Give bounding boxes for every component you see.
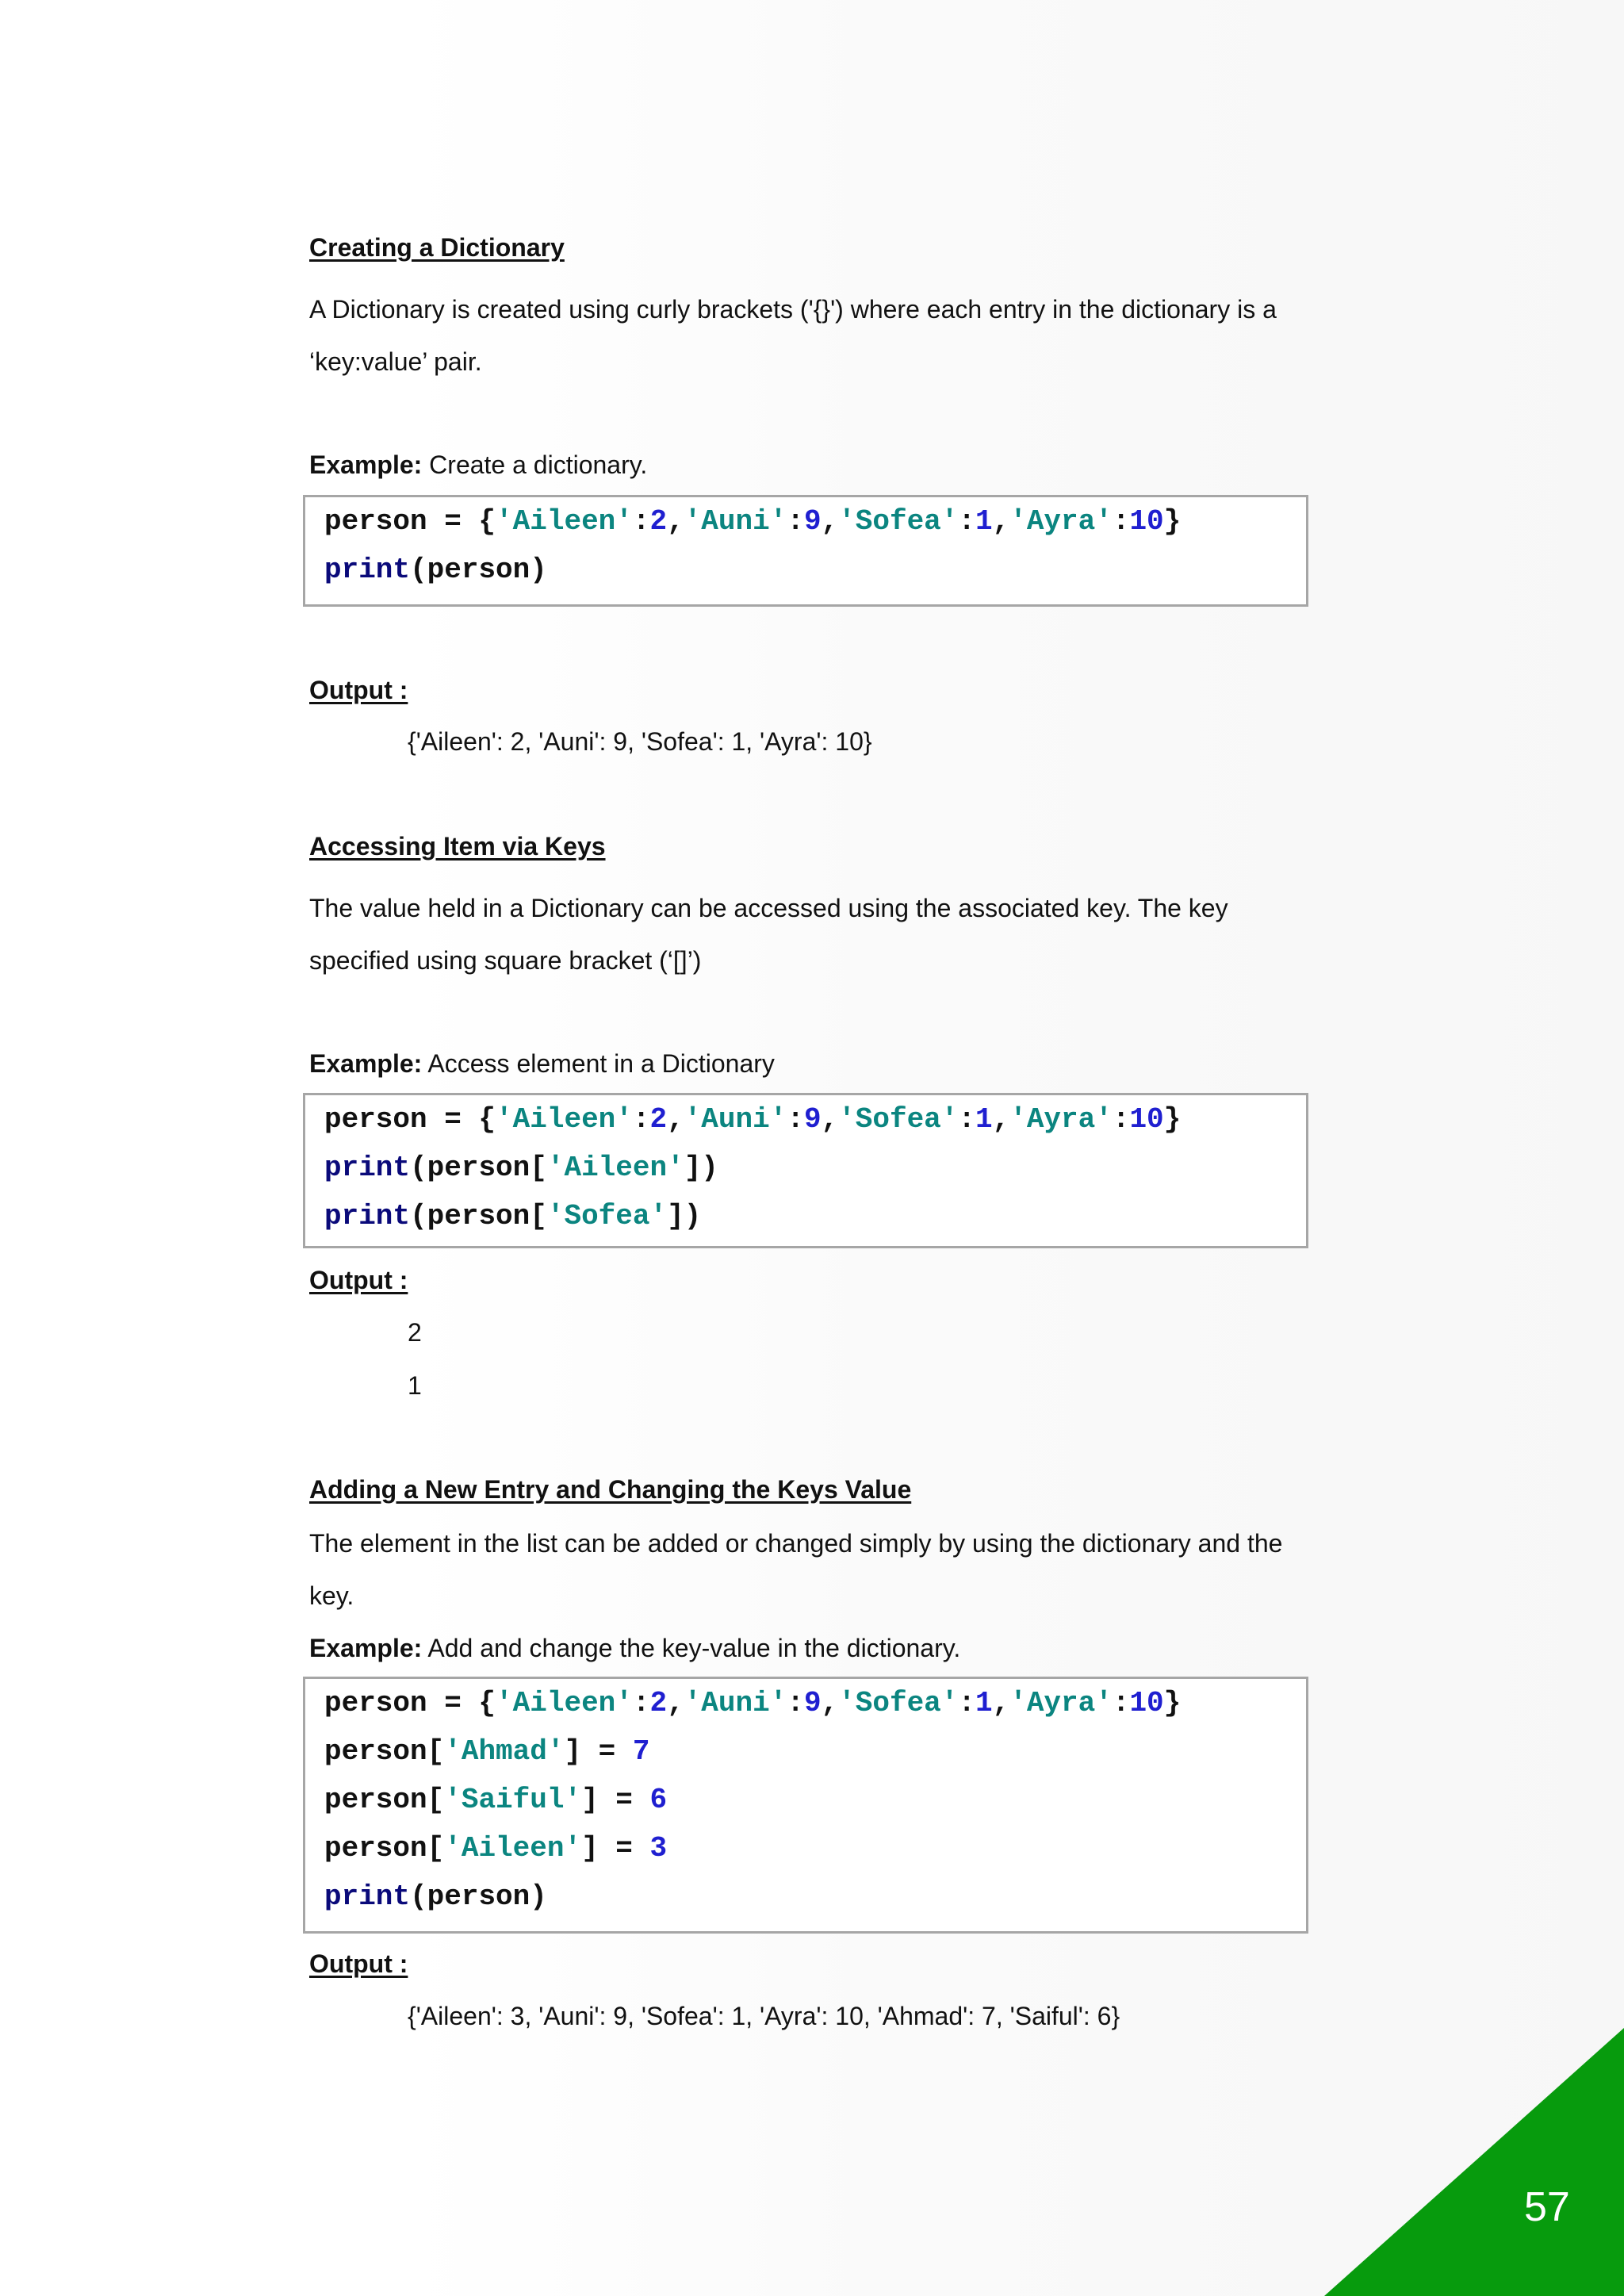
section-description: The element in the list can be added or changed simply by using the dictionary and the key. [309, 1529, 1283, 1610]
code-token: 'Ayra' [1009, 1687, 1113, 1719]
code-token: 10 [1129, 1103, 1164, 1136]
code-token: 'Aileen' [496, 1687, 633, 1719]
code-token: 3 [649, 1832, 668, 1865]
code-line [324, 505, 1181, 538]
code-token: 10 [1129, 505, 1164, 538]
code-token: , [821, 1103, 839, 1136]
code-block [303, 1677, 1308, 1934]
code-token: 'Sofea' [546, 1200, 668, 1232]
section-heading: Adding a New Entry and Changing the Keys Value [309, 1475, 912, 1504]
code-token: , [992, 1687, 1010, 1719]
example-label: Example: [309, 1634, 423, 1662]
code-token: 1 [975, 505, 993, 538]
code-token: : [787, 1687, 804, 1719]
code-token: 'Aileen' [496, 505, 633, 538]
code-token: person = { [324, 1687, 496, 1719]
code-token: print [324, 1880, 411, 1913]
code-token: ] = [581, 1784, 650, 1816]
code-token: : [787, 1103, 804, 1136]
example-line [309, 450, 647, 480]
example-label: Example: [309, 1049, 423, 1078]
output-line: 2 [408, 1318, 422, 1347]
example-line [309, 1049, 775, 1079]
section-heading: Creating a Dictionary [309, 233, 565, 262]
section-heading: Accessing Item via Keys [309, 832, 606, 861]
code-line [324, 1200, 701, 1232]
code-token: , [992, 1103, 1010, 1136]
code-block [303, 1093, 1308, 1248]
section-description: A Dictionary is created using curly brackets ('{}') where each entry in the dictionary is a ‘key:value’ pair. [309, 295, 1277, 376]
code-token: person = { [324, 505, 496, 538]
code-token: 'Auni' [684, 1687, 787, 1719]
code-token: 9 [803, 1103, 822, 1136]
code-token: 9 [803, 1687, 822, 1719]
code-token: person[ [324, 1735, 445, 1768]
output-line: {'Aileen': 3, 'Auni': 9, 'Sofea': 1, 'Ayra': 10, 'Ahmad': 7, 'Saiful': 6} [408, 2002, 1120, 2030]
code-line [324, 1735, 650, 1768]
code-token: 'Ayra' [1009, 1103, 1113, 1136]
example-text: Add and change the key-value in the dictionary. [422, 1634, 961, 1662]
code-token: : [958, 1687, 975, 1719]
code-token: person[ [324, 1832, 445, 1865]
code-line [324, 1687, 1181, 1719]
code-token: 10 [1129, 1687, 1164, 1719]
example-label: Example: [309, 450, 423, 479]
code-block [303, 495, 1308, 607]
code-token: 2 [649, 1687, 668, 1719]
code-token: ]) [667, 1200, 702, 1232]
page-number: 57 [1524, 2184, 1570, 2230]
code-token: } [1163, 1687, 1182, 1719]
output-label: Output : [309, 676, 408, 704]
code-token: ] = [581, 1832, 650, 1865]
code-line [324, 554, 547, 586]
output-line: 1 [408, 1371, 422, 1400]
code-token: : [958, 505, 975, 538]
code-line [324, 1103, 1181, 1136]
code-token: ]) [684, 1152, 718, 1184]
code-token: 'Auni' [684, 505, 787, 538]
code-token: 'Aileen' [496, 1103, 633, 1136]
code-token: 'Aileen' [444, 1832, 582, 1865]
code-token: , [821, 1687, 839, 1719]
code-token: 'Saiful' [444, 1784, 582, 1816]
code-token: (person[ [410, 1152, 547, 1184]
code-line [324, 1784, 667, 1816]
code-token: (person) [410, 554, 547, 586]
code-token: 'Sofea' [838, 1103, 959, 1136]
code-token: 'Ahmad' [444, 1735, 565, 1768]
code-token: 'Aileen' [546, 1152, 684, 1184]
code-token: 7 [632, 1735, 650, 1768]
code-token: (person[ [410, 1200, 547, 1232]
code-token: , [667, 1103, 684, 1136]
code-token: (person) [410, 1880, 547, 1913]
code-token: 2 [649, 505, 668, 538]
code-token: print [324, 1200, 411, 1232]
code-token: , [667, 1687, 684, 1719]
code-token: 'Sofea' [838, 1687, 959, 1719]
code-token: : [632, 1103, 650, 1136]
code-token: , [992, 505, 1010, 538]
code-token: : [787, 505, 804, 538]
code-token: 9 [803, 505, 822, 538]
code-token: 1 [975, 1687, 993, 1719]
section-description: The value held in a Dictionary can be accessed using the associated key. The key specified using square bracket (‘[]’) [309, 894, 1228, 975]
code-token: 'Sofea' [838, 505, 959, 538]
example-line [309, 1634, 960, 1663]
example-text: Create a dictionary. [422, 450, 648, 479]
code-token: } [1163, 1103, 1182, 1136]
code-token: 2 [649, 1103, 668, 1136]
code-token: : [1112, 505, 1130, 538]
code-token: : [1112, 1103, 1130, 1136]
code-token: : [958, 1103, 975, 1136]
code-line [324, 1152, 718, 1184]
code-token: : [632, 1687, 650, 1719]
example-text: Access element in a Dictionary [422, 1049, 775, 1078]
code-token: person[ [324, 1784, 445, 1816]
code-line [324, 1880, 547, 1913]
code-token: } [1163, 505, 1182, 538]
output-label: Output : [309, 1949, 408, 1978]
code-token: : [1112, 1687, 1130, 1719]
code-token: , [667, 505, 684, 538]
output-line: {'Aileen': 2, 'Auni': 9, 'Sofea': 1, 'Ayra': 10} [408, 727, 872, 756]
code-token: person = { [324, 1103, 496, 1136]
code-token: print [324, 1152, 411, 1184]
output-label: Output : [309, 1266, 408, 1294]
code-token: , [821, 505, 839, 538]
code-token: 6 [649, 1784, 668, 1816]
code-token: 'Ayra' [1009, 505, 1113, 538]
code-token: 'Auni' [684, 1103, 787, 1136]
page-corner-decoration [1324, 2028, 1624, 2296]
code-token: : [632, 505, 650, 538]
code-line [324, 1832, 667, 1865]
code-token: print [324, 554, 411, 586]
code-token: 1 [975, 1103, 993, 1136]
code-token: ] = [564, 1735, 633, 1768]
